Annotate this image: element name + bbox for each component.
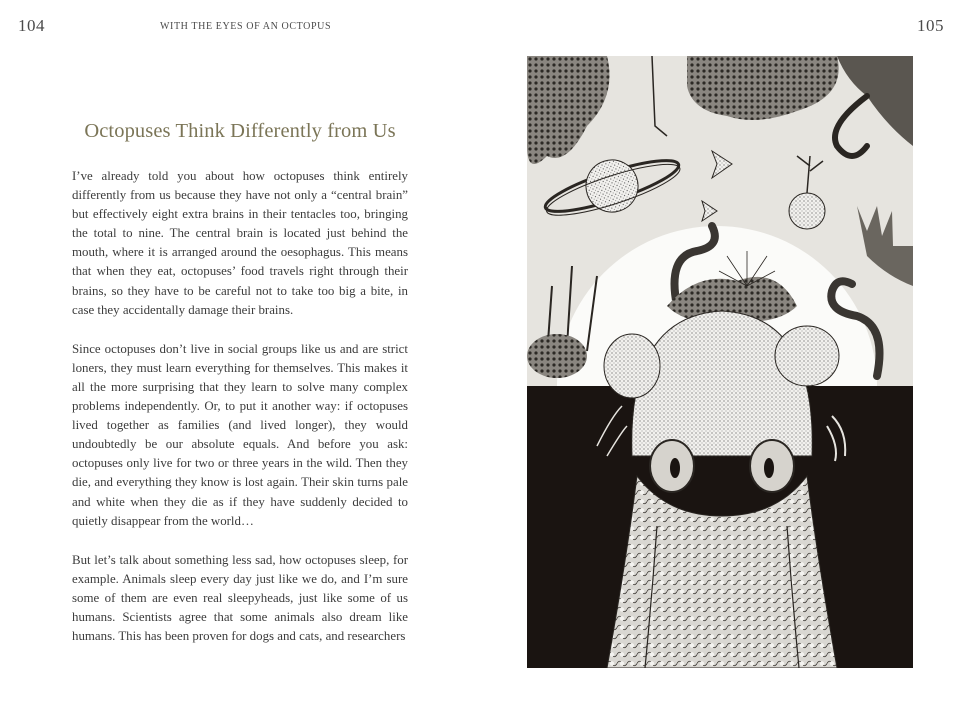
- paragraph-3: But let’s talk about something less sad, how octopuses sleep, for example. Animals sleep every day just like we do, and I’m sure some of them are even real sleepyheads, just like some of us humans. Scientists agree that some animals also dream like humans. This has been proven for dogs and cats, and researchers: [72, 552, 408, 644]
- paragraph-2: Since octopuses don’t live in social groups like us and are strict loners, they must learn everything for themselves. This makes it all the more surprising that they learn to solve many complex problems independently. Or, to put it another way: if octopuses lived together as families (and lived longer), they would undoubtedly be our absolute equals. And before you ask: octopuses only live for two or three years in the wild. Then they die, and everything they know is lost again. Their skin turns pale and white when they die as if they have suddenly decided to quietly disappear from the world…: [72, 341, 408, 528]
- chapter-title: Octopuses Think Differently from Us: [84, 120, 396, 142]
- page-number-left: 104: [18, 16, 45, 35]
- rock-right: [775, 326, 839, 386]
- sponge-left: [527, 334, 587, 378]
- octopus-illustration: [527, 56, 913, 668]
- page-number-right: 105: [917, 16, 944, 35]
- left-page: [72, 120, 408, 666]
- octopus-illustration-art: [527, 56, 913, 668]
- body-text: [72, 167, 408, 646]
- rock-left: [604, 334, 660, 398]
- running-head: WITH THE EYES OF AN OCTOPUS: [160, 21, 332, 32]
- globe: [789, 193, 825, 229]
- paragraph-1: I’ve already told you about how octopuses think entirely differently from us because they have not only a “central brain” but effectively eight extra brains in their tentacles too, bringing the total to nine. The central brain is located just behind the mouth, where it is arranged around the oesophagus. This means that when they eat, octopuses’ food travels right through their brains, so they have to be careful not to take too big a bite, in case they accidentally damage their brains.: [72, 169, 408, 317]
